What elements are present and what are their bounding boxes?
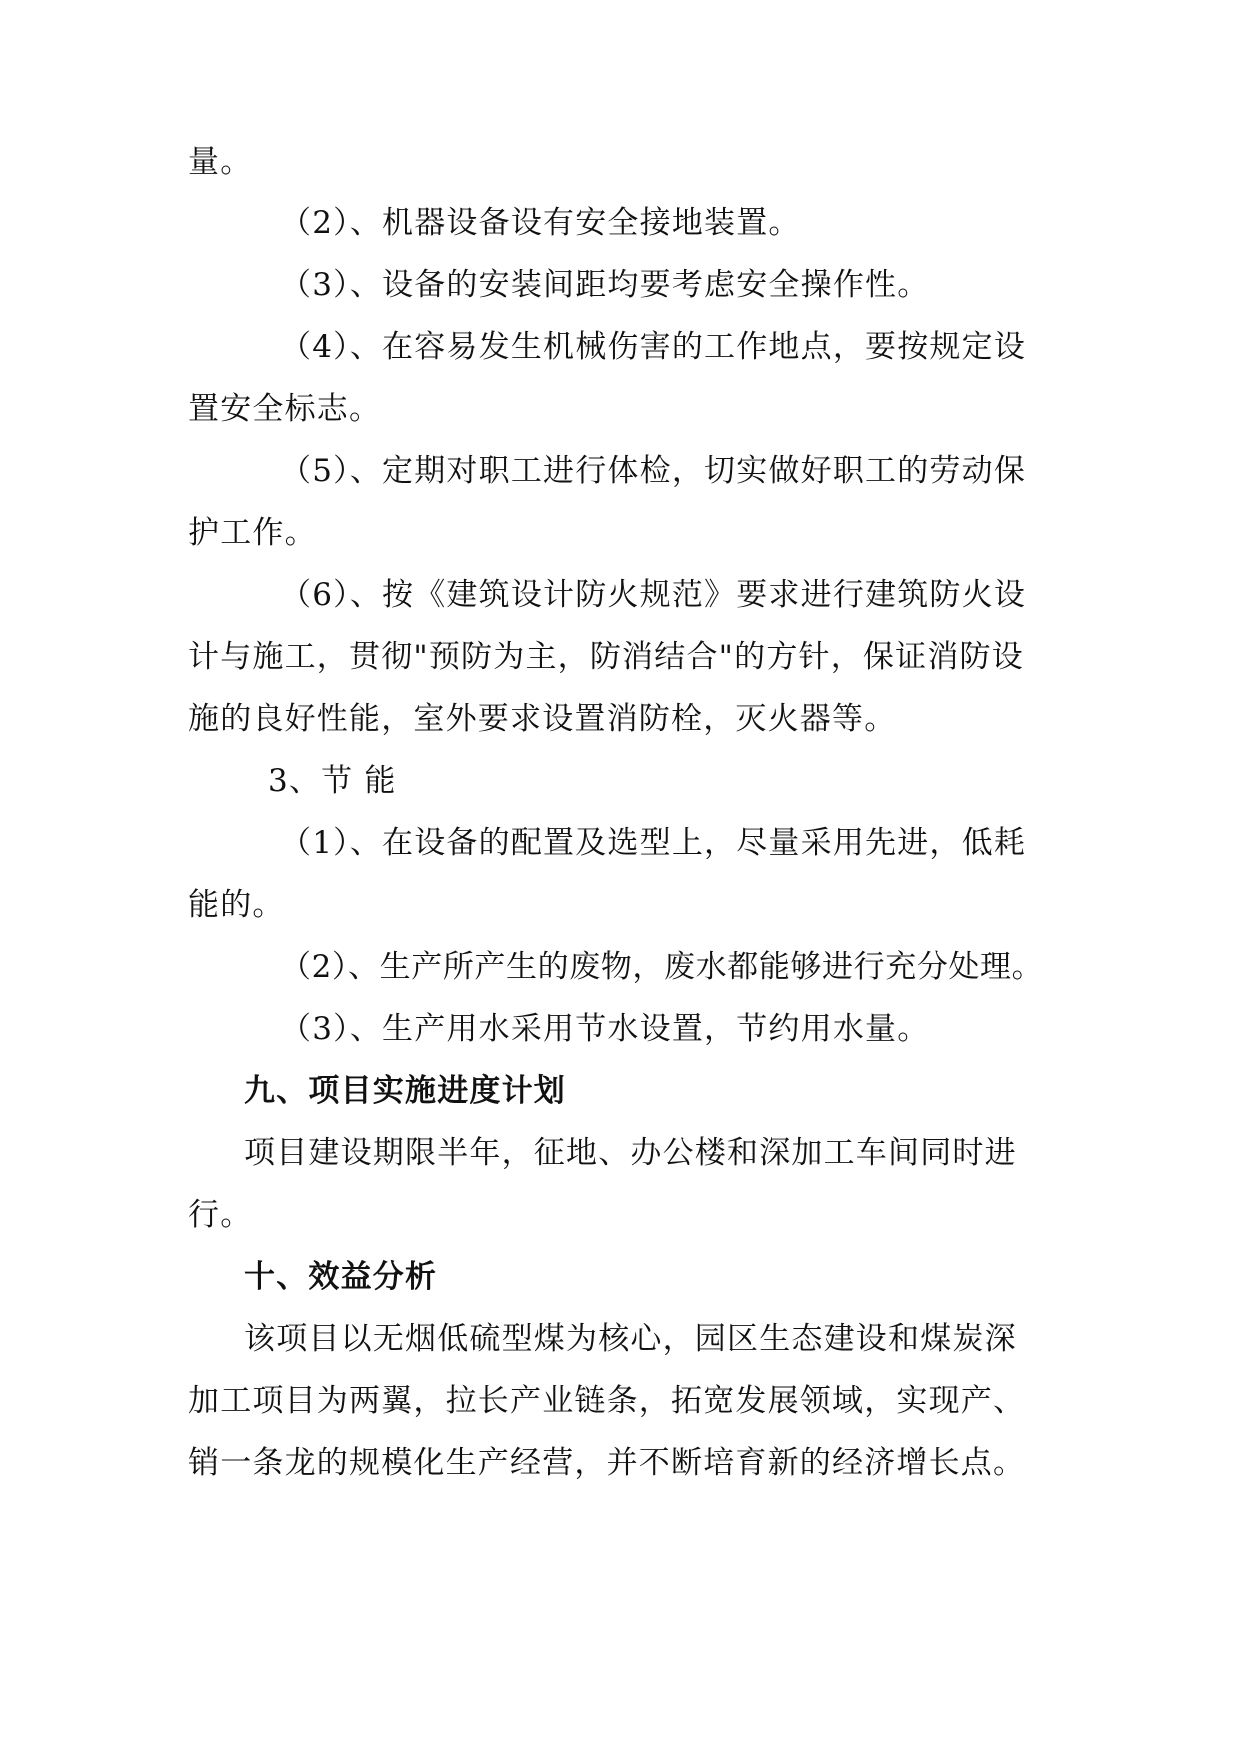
list-item-line: （1）、在设备的配置及选型上，尽量采用先进，低耗 [280, 825, 1027, 861]
paragraph-line: 能的。 [188, 887, 285, 923]
paragraph-line: 计与施工，贯彻"预防为主，防消结合"的方针，保证消防设 [188, 639, 1024, 675]
list-item-line: （2）、生产所产生的废物，废水都能够进行充分处理。 [280, 949, 1044, 985]
list-item-line: （4）、在容易发生机械伤害的工作地点，要按规定设 [280, 329, 1027, 365]
paragraph-line: 护工作。 [188, 515, 317, 551]
list-item-line: （6）、按《建筑设计防火规范》要求进行建筑防火设 [280, 577, 1027, 613]
paragraph-line: 行。 [188, 1197, 253, 1233]
paragraph-line: 量。 [188, 144, 253, 180]
list-item-line: （5）、定期对职工进行体检，切实做好职工的劳动保 [280, 453, 1027, 489]
paragraph-line: 该项目以无烟低硫型煤为核心，园区生态建设和煤炭深 [244, 1321, 1017, 1357]
list-item-line: （3）、设备的安装间距均要考虑安全操作性。 [280, 267, 930, 303]
section-heading: 十、效益分析 [244, 1259, 438, 1295]
paragraph-line: 施的良好性能，室外要求设置消防栓，灭火器等。 [188, 701, 897, 737]
list-item-line: （3）、生产用水采用节水设置，节约用水量。 [280, 1011, 930, 1047]
paragraph-line: 项目建设期限半年，征地、办公楼和深加工车间同时进 [244, 1135, 1017, 1171]
paragraph-line: 销一条龙的规模化生产经营，并不断培育新的经济增长点。 [188, 1445, 1026, 1481]
paragraph-line: 加工项目为两翼，拉长产业链条，拓宽发展领域，实现产、 [188, 1383, 1026, 1419]
section-heading: 九、项目实施进度计划 [244, 1073, 566, 1109]
list-item-line: （2）、机器设备设有安全接地装置。 [280, 205, 801, 241]
section-subheading: 3、节 能 [268, 763, 397, 799]
paragraph-line: 置安全标志。 [188, 391, 382, 427]
